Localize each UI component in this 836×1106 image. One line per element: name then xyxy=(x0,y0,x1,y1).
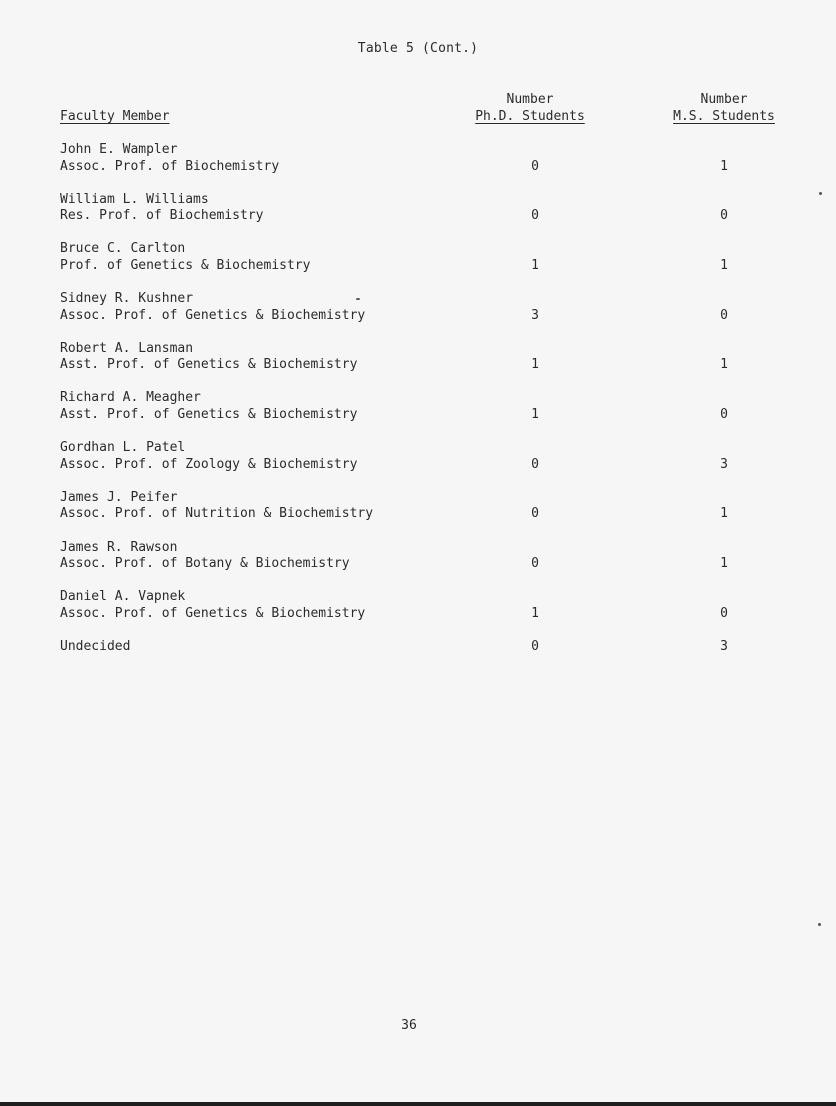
ms-count: 0 xyxy=(720,605,728,621)
faculty-name: Bruce C. Carlton xyxy=(60,241,186,257)
faculty-title: Assoc. Prof. of Genetics & Biochemistry xyxy=(60,307,366,323)
phd-count: 0 xyxy=(531,638,539,654)
ms-count: 3 xyxy=(720,638,728,654)
table-row xyxy=(0,291,836,341)
ms-count: 1 xyxy=(720,506,728,522)
faculty-title: Res. Prof. of Biochemistry xyxy=(60,208,264,224)
faculty-title: Assoc. Prof. of Biochemistry xyxy=(60,158,280,174)
faculty-table xyxy=(0,142,836,689)
scan-speck xyxy=(818,923,821,926)
faculty-name: William L. Williams xyxy=(60,191,209,207)
faculty-member-header: Faculty Member xyxy=(60,109,170,124)
faculty-name: Gordhan L. Patel xyxy=(60,440,186,456)
faculty-name: Sidney R. Kushner xyxy=(60,291,194,307)
table-row xyxy=(0,440,836,490)
faculty-name: Richard A. Meagher xyxy=(60,390,201,406)
table-row xyxy=(0,142,836,192)
phd-count: 1 xyxy=(531,257,539,273)
faculty-title: Assoc. Prof. of Botany & Biochemistry xyxy=(60,556,350,571)
phd-count: 0 xyxy=(531,506,539,522)
ms-count: 3 xyxy=(720,456,728,472)
ms-count: 1 xyxy=(720,357,728,373)
table-row xyxy=(0,589,836,639)
ms-count: 1 xyxy=(720,158,728,174)
phd-count: 0 xyxy=(531,556,539,571)
table-row xyxy=(0,341,836,391)
faculty-name: James J. Peifer xyxy=(60,489,178,505)
table-row xyxy=(0,390,836,440)
scan-speck xyxy=(819,192,822,195)
ms-header-line2: M.S. Students xyxy=(673,109,775,124)
faculty-name: John E. Wampler xyxy=(60,142,178,157)
ms-students-header xyxy=(639,91,809,125)
scan-edge xyxy=(0,1102,836,1106)
phd-count: 1 xyxy=(531,357,539,373)
ms-count: 0 xyxy=(720,307,728,323)
phd-header-line1: Number xyxy=(506,92,554,107)
faculty-name: James R. Rawson xyxy=(60,539,178,555)
ms-count: 0 xyxy=(720,406,728,422)
faculty-title: Prof. of Genetics & Biochemistry xyxy=(60,257,311,273)
ms-header-line1: Number xyxy=(700,92,748,107)
phd-count: 1 xyxy=(531,406,539,422)
scan-speck xyxy=(356,298,360,300)
phd-count: 1 xyxy=(531,605,539,621)
phd-count: 3 xyxy=(531,307,539,323)
faculty-name: Daniel A. Vapnek xyxy=(60,589,186,605)
ms-count: 1 xyxy=(720,257,728,273)
table-row xyxy=(0,241,836,291)
table-row xyxy=(0,540,836,590)
phd-count: 0 xyxy=(531,208,539,224)
ms-count: 0 xyxy=(720,208,728,224)
faculty-title: Assoc. Prof. of Zoology & Biochemistry xyxy=(60,456,358,472)
faculty-title: Asst. Prof. of Genetics & Biochemistry xyxy=(60,406,358,422)
phd-count: 0 xyxy=(531,158,539,174)
table-row xyxy=(0,490,836,540)
phd-header-line2: Ph.D. Students xyxy=(475,109,585,124)
faculty-name: Robert A. Lansman xyxy=(60,340,194,356)
table-row-undecided xyxy=(0,639,836,689)
phd-students-header xyxy=(445,91,615,125)
faculty-title: Asst. Prof. of Genetics & Biochemistry xyxy=(60,357,358,373)
ms-count: 1 xyxy=(720,556,728,571)
table-title: Table 5 (Cont.) xyxy=(357,41,479,56)
phd-count: 0 xyxy=(531,456,539,472)
faculty-title: Assoc. Prof. of Nutrition & Biochemistry xyxy=(60,506,374,522)
undecided-label: Undecided xyxy=(60,638,131,654)
table-row xyxy=(0,192,836,242)
faculty-title: Assoc. Prof. of Genetics & Biochemistry xyxy=(60,605,366,621)
page-number: 36 xyxy=(401,1018,417,1033)
